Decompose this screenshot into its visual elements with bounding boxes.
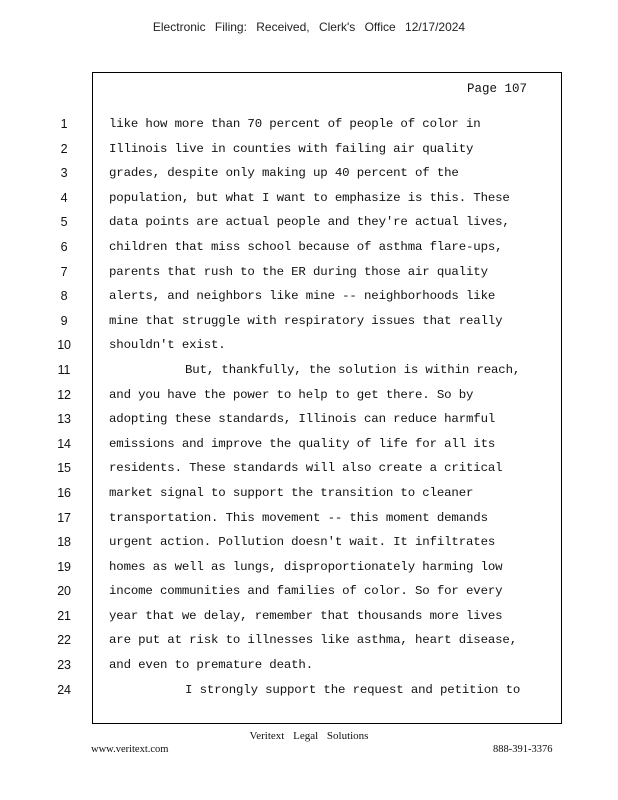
transcript-line <box>60 186 561 211</box>
line-text: shouldn't exist. <box>109 338 226 353</box>
transcript-line <box>57 653 561 678</box>
line-number: 12 <box>57 387 71 402</box>
line-text: mine that struggle with respiratory issues that really <box>109 313 503 328</box>
line-number: 2 <box>60 141 68 156</box>
line-number: 14 <box>57 436 71 451</box>
line-text: alerts, and neighbors like mine -- neighborhoods like <box>109 289 496 304</box>
transcript-line <box>57 555 561 580</box>
transcript-line <box>60 284 561 309</box>
transcript-line <box>60 235 561 260</box>
transcript-line <box>57 628 561 653</box>
line-text: adopting these standards, Illinois can reduce harmful <box>109 412 496 427</box>
line-number: 9 <box>60 313 68 328</box>
transcript-line <box>57 456 561 481</box>
line-number: 21 <box>57 608 71 623</box>
transcript-line <box>57 383 561 408</box>
transcript-line <box>60 309 561 334</box>
footer-phone: 888-391-3376 <box>493 744 553 755</box>
line-number: 8 <box>60 289 68 304</box>
line-number: 7 <box>60 264 68 279</box>
transcript-line <box>57 333 561 358</box>
line-text: income communities and families of color. So for every <box>109 584 503 599</box>
line-number: 5 <box>60 215 68 230</box>
transcript-line <box>60 161 561 186</box>
transcript-line <box>57 678 561 703</box>
line-number: 3 <box>60 166 68 181</box>
transcript-line <box>57 604 561 629</box>
line-text: Illinois live in counties with failing air quality <box>109 141 474 156</box>
line-number: 6 <box>60 239 68 254</box>
line-text: population, but what I want to emphasize is this. These <box>109 190 510 205</box>
line-text: emissions and improve the quality of life for all its <box>109 436 496 451</box>
filing-header: Electronic Filing: Received, Clerk's Office 12/17/2024 <box>152 20 466 34</box>
line-text: homes as well as lungs, disproportionately harming low <box>109 559 503 574</box>
line-text: residents. These standards will also create a critical <box>109 461 503 476</box>
line-number: 15 <box>57 461 71 476</box>
transcript-line <box>57 407 561 432</box>
line-text: like how more than 70 percent of people of color in <box>109 117 481 131</box>
transcript-line <box>57 530 561 555</box>
transcript-line <box>60 260 561 285</box>
transcript-line <box>60 137 561 162</box>
line-number: 23 <box>57 658 71 673</box>
line-text: children that miss school because of asthma flare-ups, <box>109 239 503 254</box>
line-text: market signal to support the transition to cleaner <box>109 485 474 500</box>
transcript-line <box>57 432 561 457</box>
line-number: 4 <box>60 190 68 205</box>
footer-company: Veritext Legal Solutions <box>249 730 369 742</box>
line-number: 18 <box>57 535 71 550</box>
line-text: grades, despite only making up 40 percent of the <box>109 166 459 181</box>
line-number: 10 <box>57 338 71 353</box>
line-number: 19 <box>57 559 71 574</box>
line-number: 16 <box>57 485 71 500</box>
transcript-line <box>60 210 561 235</box>
transcript-line <box>57 579 561 604</box>
line-number: 1 <box>60 117 68 131</box>
transcript-line <box>57 506 561 531</box>
page-number: Page 107 <box>466 82 527 96</box>
line-text: I strongly support the request and petition to <box>185 682 521 697</box>
line-text: and you have the power to help to get there. So by <box>109 387 474 402</box>
line-text: year that we delay, remember that thousands more lives <box>109 608 503 623</box>
line-text: But, thankfully, the solution is within reach, <box>185 362 521 377</box>
line-text: transportation. This movement -- this moment demands <box>109 510 488 525</box>
line-text: are put at risk to illnesses like asthma, heart disease, <box>109 633 517 648</box>
transcript-line <box>57 481 561 506</box>
transcript-lines <box>57 112 561 702</box>
transcript-page <box>57 72 562 724</box>
line-text: and even to premature death. <box>109 658 313 673</box>
transcript-line <box>57 358 561 383</box>
line-number: 11 <box>57 362 71 377</box>
line-text: urgent action. Pollution doesn't wait. It infiltrates <box>109 535 496 550</box>
line-number: 17 <box>57 510 71 525</box>
line-number: 13 <box>57 412 71 427</box>
transcript-line <box>60 112 561 137</box>
line-number: 22 <box>57 633 71 648</box>
line-number: 24 <box>57 682 71 697</box>
line-number: 20 <box>57 584 71 599</box>
line-text: parents that rush to the ER during those air quality <box>109 264 488 279</box>
line-text: data points are actual people and they're actual lives, <box>109 215 510 230</box>
footer-website: www.veritext.com <box>91 744 169 755</box>
